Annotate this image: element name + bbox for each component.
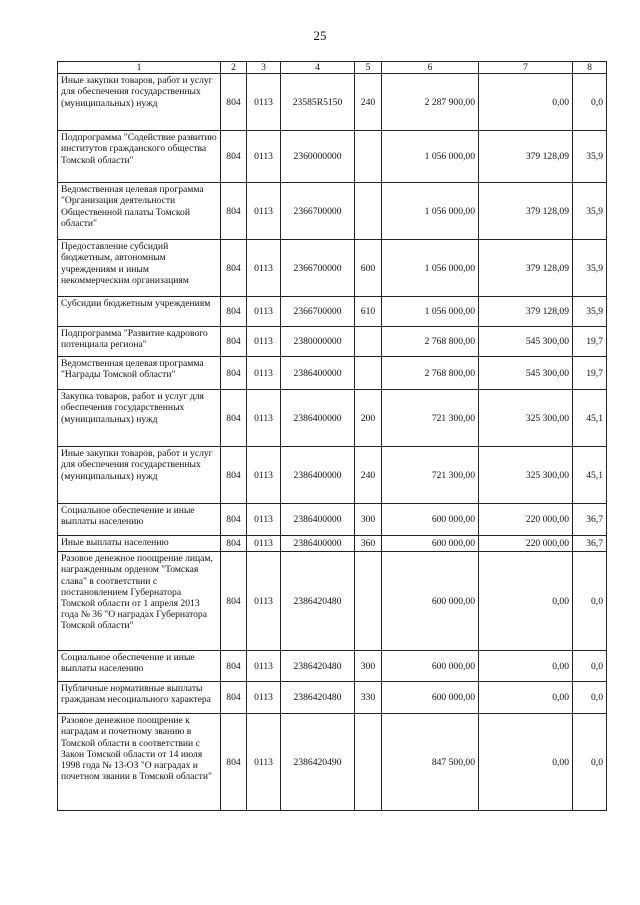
row-percent: 0,0: [573, 714, 607, 811]
row-grbs: 804: [221, 240, 247, 297]
table-row: [58, 552, 607, 651]
row-grbs: 804: [221, 74, 247, 131]
row-grbs: 804: [221, 447, 247, 504]
budget-table: [57, 61, 607, 811]
row-percent: 35,9: [573, 240, 607, 297]
row-vr: 200: [355, 390, 382, 447]
row-target: 2386420480: [281, 552, 355, 651]
row-grbs: 804: [221, 131, 247, 183]
row-percent: 45,1: [573, 447, 607, 504]
row-vr: 300: [355, 651, 382, 682]
row-target: 23585R5150: [281, 74, 355, 131]
row-grbs: 804: [221, 297, 247, 327]
row-fact-amount: 0,00: [479, 552, 573, 651]
table-body: [58, 74, 607, 811]
row-name: Социальное обеспечение и иные выплаты населению: [58, 651, 221, 682]
page-number: 25: [313, 28, 327, 43]
row-vr: 360: [355, 536, 382, 552]
row-percent: 35,9: [573, 297, 607, 327]
row-plan-amount: 2 768 800,00: [382, 357, 479, 390]
row-target: 2366700000: [281, 183, 355, 240]
table-row: [58, 357, 607, 390]
row-grbs: 804: [221, 504, 247, 536]
row-plan-amount: 2 768 800,00: [382, 327, 479, 357]
row-section: 0113: [247, 240, 281, 297]
row-plan-amount: 2 287 900,00: [382, 74, 479, 131]
row-name: Ведомственная целевая программа "Награды Томской области": [58, 357, 221, 390]
row-name: Социальное обеспечение и иные выплаты населению: [58, 504, 221, 536]
table-row: [58, 714, 607, 811]
row-target: 2366700000: [281, 297, 355, 327]
row-target: 2386400000: [281, 357, 355, 390]
row-name: Иные закупки товаров, работ и услуг для обеспечения государственных (муниципальных) нужд: [58, 74, 221, 131]
row-section: 0113: [247, 682, 281, 714]
row-fact-amount: 0,00: [479, 682, 573, 714]
table-row: [58, 131, 607, 183]
row-percent: 0,0: [573, 651, 607, 682]
row-section: 0113: [247, 327, 281, 357]
row-plan-amount: 600 000,00: [382, 651, 479, 682]
row-fact-amount: 220 000,00: [479, 536, 573, 552]
row-grbs: 804: [221, 552, 247, 651]
row-percent: 35,9: [573, 131, 607, 183]
table-row: [58, 390, 607, 447]
row-grbs: 804: [221, 682, 247, 714]
row-percent: 36,7: [573, 536, 607, 552]
row-target: 2360000000: [281, 131, 355, 183]
row-plan-amount: 600 000,00: [382, 536, 479, 552]
row-vr: [355, 327, 382, 357]
row-fact-amount: 379 128,09: [479, 240, 573, 297]
table-row: [58, 240, 607, 297]
header-col-8: 8: [573, 62, 607, 74]
row-plan-amount: 1 056 000,00: [382, 240, 479, 297]
header-col-7: 7: [479, 62, 573, 74]
header-row: [58, 62, 607, 74]
row-vr: 330: [355, 682, 382, 714]
row-percent: 19,7: [573, 357, 607, 390]
row-percent: 35,9: [573, 183, 607, 240]
row-name: Закупка товаров, работ и услуг для обеспечения государственных (муниципальных) нужд: [58, 390, 221, 447]
row-percent: 0,0: [573, 74, 607, 131]
row-plan-amount: 1 056 000,00: [382, 297, 479, 327]
row-grbs: 804: [221, 357, 247, 390]
row-vr: 600: [355, 240, 382, 297]
header-col-4: 4: [281, 62, 355, 74]
row-fact-amount: 325 300,00: [479, 390, 573, 447]
table-row: [58, 682, 607, 714]
header-col-5: 5: [355, 62, 382, 74]
row-section: 0113: [247, 447, 281, 504]
row-name: Иные закупки товаров, работ и услуг для обеспечения государственных (муниципальных) нужд: [58, 447, 221, 504]
row-vr: 610: [355, 297, 382, 327]
row-plan-amount: 600 000,00: [382, 682, 479, 714]
row-target: 2386400000: [281, 390, 355, 447]
header-col-1: 1: [58, 62, 221, 74]
header-col-6: 6: [382, 62, 479, 74]
row-section: 0113: [247, 131, 281, 183]
row-fact-amount: 379 128,09: [479, 131, 573, 183]
row-grbs: 804: [221, 651, 247, 682]
row-percent: 19,7: [573, 327, 607, 357]
row-name: Разовое денежное поощрение лицам, награжденным орденом "Томская слава" в соответствии с постановлением Губернатора Томской области от 1 апреля 2013 года № 36 "О наградах Губернатора Томской области": [58, 552, 221, 651]
row-name: Публичные нормативные выплаты гражданам несоциального характера: [58, 682, 221, 714]
row-name: Разовое денежное поощрение к наградам и почетному званию в Томской области в соответствии с Закон Томской области от 14 июля 1998 года № 13-ОЗ "О наградах и почетном звании в Томской области": [58, 714, 221, 811]
table-row: [58, 183, 607, 240]
row-percent: 36,7: [573, 504, 607, 536]
row-name: Субсидии бюджетным учреждениям: [58, 297, 221, 327]
header-col-3: 3: [247, 62, 281, 74]
row-fact-amount: 0,00: [479, 651, 573, 682]
row-fact-amount: 220 000,00: [479, 504, 573, 536]
row-vr: [355, 131, 382, 183]
row-fact-amount: 545 300,00: [479, 357, 573, 390]
table-row: [58, 447, 607, 504]
row-grbs: 804: [221, 390, 247, 447]
row-name: Иные выплаты населению: [58, 536, 221, 552]
row-name: Ведомственная целевая программа "Организация деятельности Общественной палаты Томской области": [58, 183, 221, 240]
table-row: [58, 536, 607, 552]
table-row: [58, 651, 607, 682]
row-vr: [355, 552, 382, 651]
row-target: 2386420480: [281, 651, 355, 682]
row-vr: [355, 183, 382, 240]
row-target: 2386420490: [281, 714, 355, 811]
row-section: 0113: [247, 357, 281, 390]
table-row: [58, 327, 607, 357]
table-row: [58, 297, 607, 327]
header-col-2: 2: [221, 62, 247, 74]
row-grbs: 804: [221, 327, 247, 357]
row-section: 0113: [247, 651, 281, 682]
row-target: 2366700000: [281, 240, 355, 297]
row-section: 0113: [247, 714, 281, 811]
row-plan-amount: 721 300,00: [382, 447, 479, 504]
row-fact-amount: 379 128,09: [479, 297, 573, 327]
row-plan-amount: 1 056 000,00: [382, 183, 479, 240]
row-fact-amount: 379 128,09: [479, 183, 573, 240]
row-plan-amount: 1 056 000,00: [382, 131, 479, 183]
row-target: 2386400000: [281, 447, 355, 504]
row-target: 2386420480: [281, 682, 355, 714]
row-vr: 240: [355, 74, 382, 131]
row-fact-amount: 545 300,00: [479, 327, 573, 357]
row-vr: [355, 357, 382, 390]
row-plan-amount: 847 500,00: [382, 714, 479, 811]
row-name: Подпрограмма "Содействие развитию институтов гражданского общества Томской области": [58, 131, 221, 183]
row-target: 2386400000: [281, 504, 355, 536]
row-grbs: 804: [221, 183, 247, 240]
table-row: [58, 74, 607, 131]
row-plan-amount: 600 000,00: [382, 504, 479, 536]
row-vr: 240: [355, 447, 382, 504]
row-target: 2386400000: [281, 536, 355, 552]
row-target: 2380000000: [281, 327, 355, 357]
row-section: 0113: [247, 504, 281, 536]
table-row: [58, 504, 607, 536]
row-percent: 0,0: [573, 682, 607, 714]
row-section: 0113: [247, 552, 281, 651]
row-plan-amount: 721 300,00: [382, 390, 479, 447]
row-grbs: 804: [221, 536, 247, 552]
row-fact-amount: 0,00: [479, 74, 573, 131]
row-section: 0113: [247, 74, 281, 131]
row-percent: 0,0: [573, 552, 607, 651]
row-section: 0113: [247, 297, 281, 327]
row-grbs: 804: [221, 714, 247, 811]
row-plan-amount: 600 000,00: [382, 552, 479, 651]
row-percent: 45,1: [573, 390, 607, 447]
row-section: 0113: [247, 536, 281, 552]
row-fact-amount: 0,00: [479, 714, 573, 811]
row-section: 0113: [247, 183, 281, 240]
row-vr: [355, 714, 382, 811]
row-vr: 300: [355, 504, 382, 536]
row-section: 0113: [247, 390, 281, 447]
row-name: Подпрограмма "Развитие кадрового потенциала региона": [58, 327, 221, 357]
row-fact-amount: 325 300,00: [479, 447, 573, 504]
row-name: Предоставление субсидий бюджетным, автономным учреждениям и иным некоммерческим организациям: [58, 240, 221, 297]
